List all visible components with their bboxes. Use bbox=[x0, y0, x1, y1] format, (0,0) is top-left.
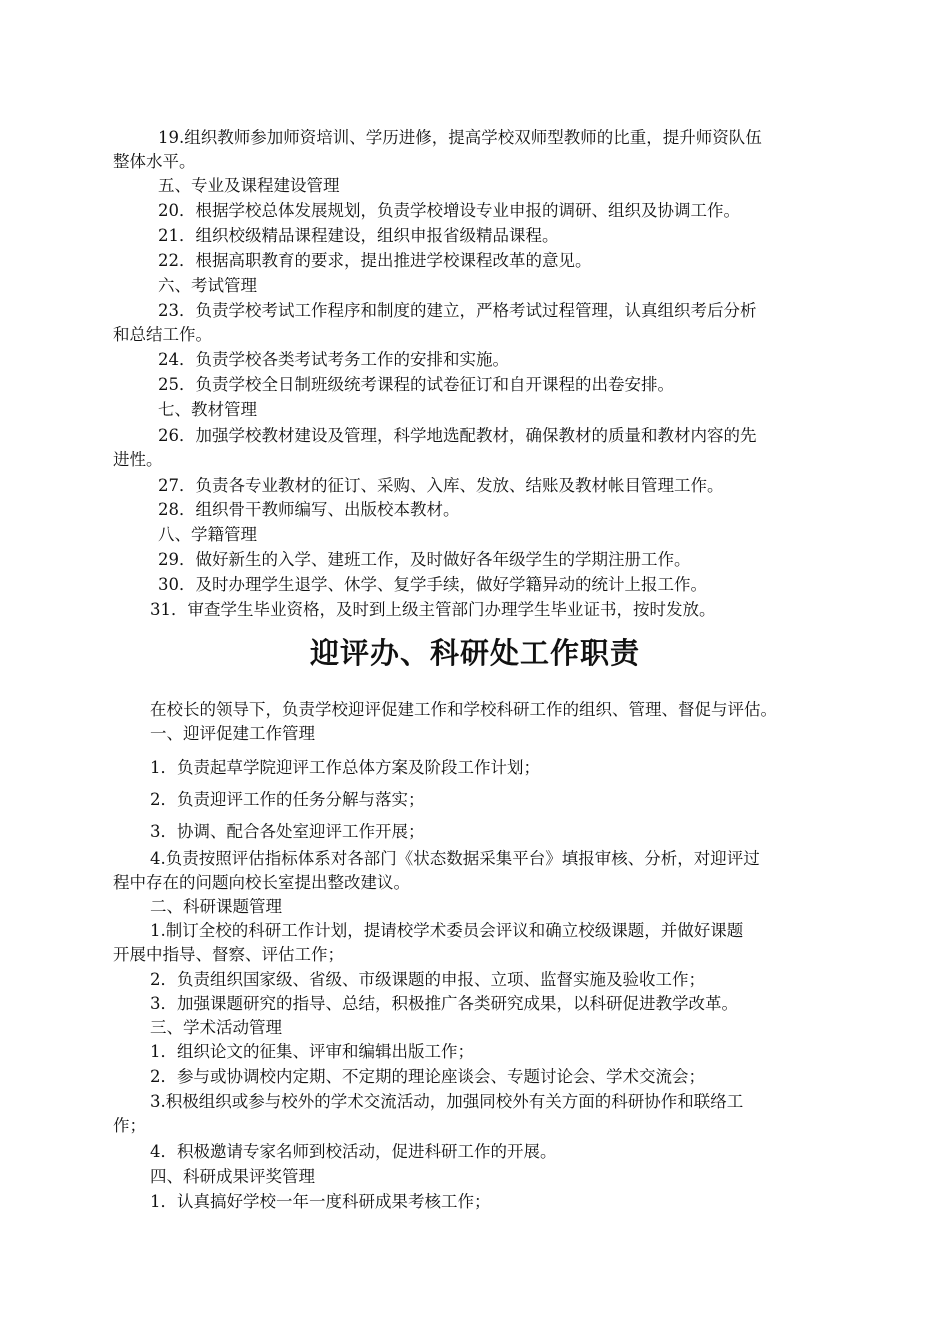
paragraph-line: 3．协调、配合各处室迎评工作开展； bbox=[150, 822, 425, 841]
paragraph-line: 3.积极组织或参与校外的学术交流活动，加强同校外有关方面的科研协作和联络工 bbox=[150, 1092, 744, 1111]
paragraph-line: 1．认真搞好学校一年一度科研成果考核工作； bbox=[150, 1192, 491, 1211]
paragraph-line: 28．组织骨干教师编写、出版校本教材。 bbox=[158, 500, 460, 519]
paragraph-line: 21．组织校级精品课程建设，组织申报省级精品课程。 bbox=[158, 226, 559, 245]
paragraph-line: 27．负责各专业教材的征订、采购、入库、发放、结账及教材帐目管理工作。 bbox=[158, 476, 724, 495]
page-title: 迎评办、科研处工作职责 bbox=[309, 636, 640, 670]
paragraph-line: 20．根据学校总体发展规划，负责学校增设专业申报的调研、组织及协调工作。 bbox=[158, 201, 740, 220]
section-heading: 五、专业及课程建设管理 bbox=[158, 176, 340, 195]
paragraph-line: 22．根据高职教育的要求，提出推进学校课程改革的意见。 bbox=[158, 251, 592, 270]
paragraph-line: 进性。 bbox=[113, 450, 163, 469]
paragraph-line: 30．及时办理学生退学、休学、复学手续，做好学籍异动的统计上报工作。 bbox=[158, 575, 707, 594]
paragraph-line: 程中存在的问题向校长室提出整改建议。 bbox=[113, 873, 410, 892]
section-heading: 二、科研课题管理 bbox=[150, 897, 282, 916]
paragraph-line: 整体水平。 bbox=[113, 152, 196, 171]
paragraph-line: 和总结工作。 bbox=[113, 325, 212, 344]
paragraph-line: 19.组织教师参加师资培训、学历进修，提高学校双师型教师的比重，提升师资队伍 bbox=[158, 128, 762, 147]
paragraph-line: 4．积极邀请专家名师到校活动，促进科研工作的开展。 bbox=[150, 1142, 557, 1161]
section-heading: 七、教材管理 bbox=[158, 400, 257, 419]
paragraph-line: 31．审查学生毕业资格，及时到上级主管部门办理学生毕业证书，按时发放。 bbox=[150, 600, 716, 619]
section-heading: 三、学术活动管理 bbox=[150, 1018, 282, 1037]
paragraph-line: 2．参与或协调校内定期、不定期的理论座谈会、专题讨论会、学术交流会； bbox=[150, 1067, 705, 1086]
paragraph-line: 23．负责学校考试工作程序和制度的建立，严格考试过程管理，认真组织考后分析 bbox=[158, 301, 757, 320]
intro-paragraph: 在校长的领导下，负责学校迎评促建工作和学校科研工作的组织、管理、督促与评估。 bbox=[150, 700, 777, 719]
paragraph-line: 1．组织论文的征集、评审和编辑出版工作； bbox=[150, 1042, 474, 1061]
paragraph-line: 29．做好新生的入学、建班工作，及时做好各年级学生的学期注册工作。 bbox=[158, 550, 691, 569]
section-heading: 六、考试管理 bbox=[158, 276, 257, 295]
section-heading: 四、科研成果评奖管理 bbox=[150, 1167, 315, 1186]
paragraph-line: 24．负责学校各类考试考务工作的安排和实施。 bbox=[158, 350, 509, 369]
paragraph-line: 25．负责学校全日制班级统考课程的试卷征订和自开课程的出卷安排。 bbox=[158, 375, 674, 394]
paragraph-line: 26．加强学校教材建设及管理，科学地选配教材，确保教材的质量和教材内容的先 bbox=[158, 426, 757, 445]
paragraph-line: 1．负责起草学院迎评工作总体方案及阶段工作计划； bbox=[150, 758, 540, 777]
paragraph-line: 2．负责迎评工作的任务分解与落实； bbox=[150, 790, 425, 809]
section-heading: 一、迎评促建工作管理 bbox=[150, 724, 315, 743]
paragraph-line: 作； bbox=[113, 1116, 146, 1135]
paragraph-line: 4.负责按照评估指标体系对各部门《状态数据采集平台》填报审核、分析，对迎评过 bbox=[150, 849, 760, 868]
paragraph-line: 1.制订全校的科研工作计划，提请校学术委员会评议和确立校级课题，并做好课题 bbox=[150, 921, 744, 940]
section-heading: 八、学籍管理 bbox=[158, 525, 257, 544]
paragraph-line: 3．加强课题研究的指导、总结，积极推广各类研究成果，以科研促进教学改革。 bbox=[150, 994, 738, 1013]
paragraph-line: 开展中指导、督察、评估工作； bbox=[113, 945, 344, 964]
paragraph-line: 2．负责组织国家级、省级、市级课题的申报、立项、监督实施及验收工作； bbox=[150, 970, 705, 989]
